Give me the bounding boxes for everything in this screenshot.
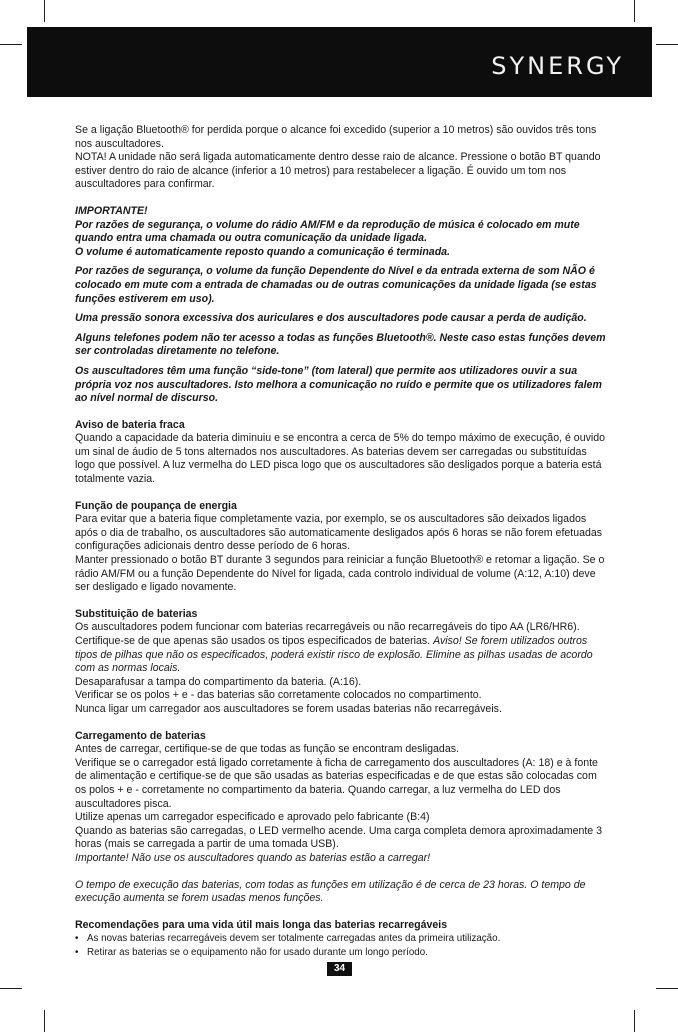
page-content bbox=[75, 124, 607, 959]
page-number: 34 bbox=[327, 962, 352, 976]
important-paragraph: Os auscultadores têm uma função “side-tone” (tom lateral) que permite aos utilizadores ouvir a sua própria voz nos auscultadores. Isto melhora a comunicação no ruído e permite que os utilizadores falem ao nível normal de discurso. bbox=[75, 364, 602, 405]
section-body: Desaparafusar a tampa do compartimento da bateria. (A:16). bbox=[75, 675, 362, 688]
section-body: Nunca ligar um carregador aos auscultadores se forem usadas baterias não recarregáveis. bbox=[75, 702, 502, 715]
section-title: Carregamento de baterias bbox=[75, 729, 206, 742]
important-paragraph: Alguns telefones podem não ter acesso a todas as funções Bluetooth®. Neste caso estas funções devem ser controladas diretamente no telefone. bbox=[75, 331, 606, 358]
crop-mark bbox=[634, 0, 635, 22]
section-title: Aviso de bateria fraca bbox=[75, 418, 185, 431]
crop-mark bbox=[44, 0, 45, 22]
important-title: IMPORTANTE! bbox=[75, 204, 148, 217]
list-item: • As novas baterias recarregáveis devem ser totalmente carregadas antes da primeira utilização. bbox=[75, 932, 607, 946]
crop-mark bbox=[0, 988, 22, 989]
brand-logo: SYNERGY bbox=[491, 52, 624, 80]
section-title: Recomendações para uma vida útil mais longa das baterias recarregáveis bbox=[75, 918, 448, 931]
section-title: Substituição de baterias bbox=[75, 607, 198, 620]
section-body: Antes de carregar, certifique-se de que todas as função se encontram desligadas. bbox=[75, 743, 459, 756]
crop-mark bbox=[0, 44, 22, 45]
warning-text: Importante! Não use os auscultadores quando as baterias estão a carregar! bbox=[75, 851, 431, 864]
section-body: Os auscultadores podem funcionar com baterias recarregáveis ou não recarregáveis do tipo AA (LR6/HR6). bbox=[75, 621, 580, 634]
section-body: Manter pressionado o botão BT durante 3 segundos para reiniciar a função Bluetooth® e retomar a ligação. Se o rádio AM/FM ou a função Dependente do Nível for ligada, cada controlo individual de volume (A:12, A:10) deve ser desligado e ligado novamente. bbox=[75, 554, 605, 594]
section-body: Verificar se os polos + e - das baterias são corretamente colocados no compartimento. bbox=[75, 689, 482, 702]
section-body: Quando a capacidade da bateria diminuiu e se encontra a cerca de 5% do tempo máximo de execução, é ouvido um sinal de áudio de 5 tons alternados nos auscultadores. As baterias devem ser carregadas ou substituídas logo que possível. A luz vermelha do LED pisca logo que os auscultadores são desligados porque a bateria está totalmente vazia. bbox=[75, 432, 606, 486]
runtime-note: O tempo de execução das baterias, com todas as funções em utilização é de cerca de 23 horas. O tempo de execução aumenta se forem usadas menos funções. bbox=[75, 878, 586, 905]
important-paragraph: O volume é automaticamente reposto quando a comunicação é terminada. bbox=[75, 245, 450, 258]
crop-mark bbox=[634, 1010, 635, 1032]
important-paragraph: Uma pressão sonora excessiva dos auriculares e dos auscultadores pode causar a perda de audição. bbox=[75, 312, 587, 325]
section-title: Função de poupança de energia bbox=[75, 499, 237, 512]
section-body: Para evitar que a bateria fique completamente vazia, por exemplo, se os auscultadores são deixados ligados após o dia de trabalho, os auscultadores são automaticamente desligados após 6 horas se não forem efetuadas configurações adicionais dentro desse período de 6 horas. bbox=[75, 513, 603, 553]
section-text: Certifique-se de que apenas são usados os tipos especificados de baterias. bbox=[75, 635, 431, 647]
intro-note: NOTA! A unidade não será ligada automaticamente dentro desse raio de alcance. Pressione o botão BT quando estiver dentro do raio de alcance (inferior a 10 metros) para restabelecer a ligação. É ouvido um tom nos auscultadores para confirmar. bbox=[75, 151, 601, 191]
crop-mark bbox=[44, 1010, 45, 1032]
crop-mark bbox=[656, 44, 678, 45]
recommendations-list bbox=[75, 932, 607, 959]
section-body bbox=[75, 635, 607, 676]
important-paragraph: Por razões de segurança, o volume do rádio AM/FM e da reprodução de música é colocado em mute quando entra uma chamada ou outra comunicação da unidade ligada. bbox=[75, 218, 580, 245]
intro-paragraph: Se a ligação Bluetooth® for perdida porque o alcance foi excedido (superior a 10 metros) são ouvidos três tons nos auscultadores. bbox=[75, 124, 597, 150]
section-body: Utilize apenas um carregador especificado e aprovado pelo fabricante (B:4) bbox=[75, 811, 430, 824]
section-body: Quando as baterias são carregadas, o LED vermelho acende. Uma carga completa demora aproximadamente 3 horas (mais se carregada a partir de uma tomada USB). bbox=[75, 824, 603, 851]
warning-text: Aviso! Se forem utilizados outros tipos de pilhas que não os especificados, poderá existir risco de explosão. Elimine as pilhas usadas de acordo com as normas locais. bbox=[75, 635, 593, 675]
crop-mark bbox=[656, 988, 678, 989]
section-body: Verifique se o carregador está ligado corretamente à ficha de carregamento dos auscultadores (A: 18) e à fonte de alimentação e certifique-se de que são usadas as baterias especificadas e de que estas são colocadas com os polos + e - corretamente no compartimento da bateria. Quando carregar, a luz vermelha do LED dos auscultadores pisca. bbox=[75, 756, 598, 810]
important-paragraph: Por razões de segurança, o volume da função Dependente do Nível e da entrada externa de som NÃO é colocado em mute com a entrada de chamadas ou de outras comunicações da unidade ligada (se estas funções estiverem em uso). bbox=[75, 265, 597, 305]
list-item: • Retirar as baterias se o equipamento não for usado durante um longo período. bbox=[75, 946, 607, 960]
